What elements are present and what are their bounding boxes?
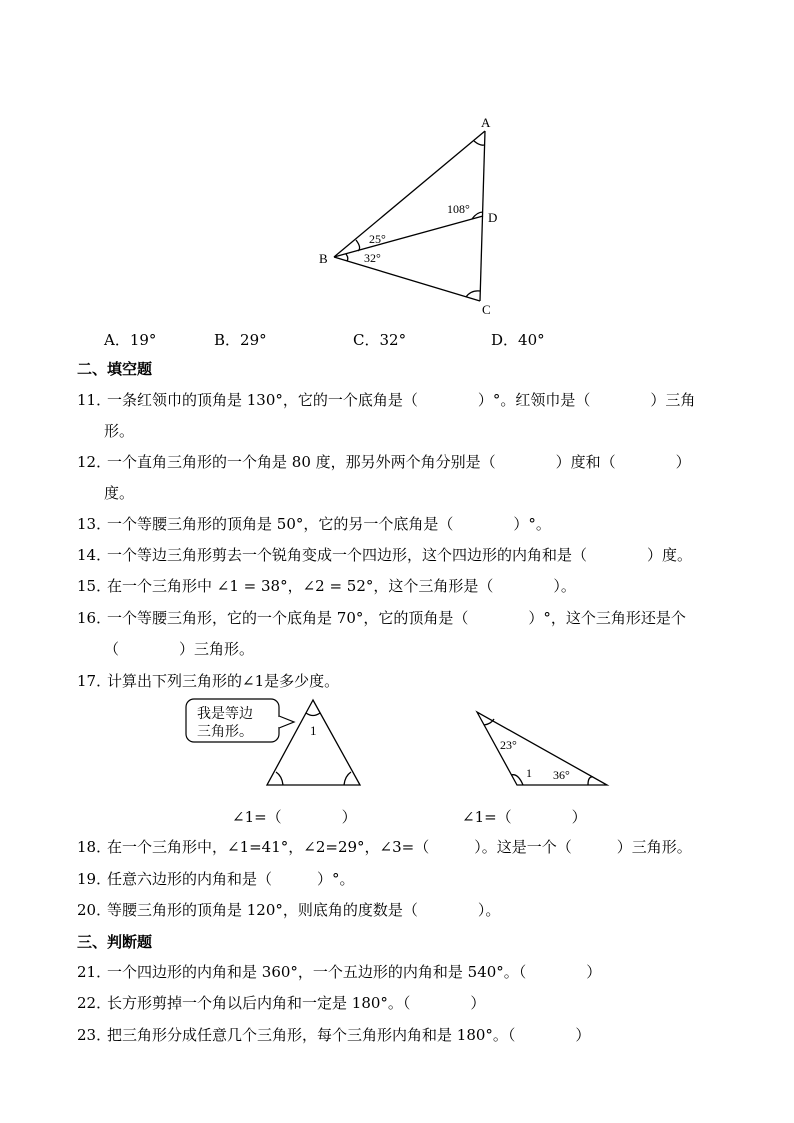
angle-arc-tri2-top xyxy=(484,719,494,725)
label-a: A xyxy=(481,115,491,130)
section-title-true-false: 三、判断题 xyxy=(77,933,153,951)
angle-arc-top xyxy=(306,713,320,716)
question-12-cont: 度。 xyxy=(104,484,135,502)
angle-arc-c xyxy=(466,291,480,297)
angle-label-32: 32° xyxy=(364,251,381,265)
question-11-cont: 形。 xyxy=(104,422,135,440)
q17-answer-2: ∠1=（ ） xyxy=(462,808,587,826)
question-18: 18．在一个三角形中，∠1=41°，∠2=29°，∠3=（ ）。这是一个（ ）三角形。 xyxy=(77,838,692,856)
option-d: D．40° xyxy=(491,331,545,349)
scalene-triangle xyxy=(477,712,607,785)
question-14: 14．一个等边三角形剪去一个锐角变成一个四边形，这个四边形的内角和是（ ）度。 xyxy=(77,546,693,564)
bubble-text-line1: 我是等边 xyxy=(197,707,253,722)
question-11: 11．一条红领巾的顶角是 130°，它的一个底角是（ ）°。红领巾是（ ）三角 xyxy=(77,391,696,409)
label-b: B xyxy=(319,251,328,266)
angle-arc-tri2-right xyxy=(588,777,593,785)
angle-arc-b-upper xyxy=(356,240,360,251)
question-12: 12．一个直角三角形的一个角是 80 度，那另外两个角分别是（ ）度和（ ） xyxy=(77,453,691,471)
question-21: 21．一个四边形的内角和是 360°，一个五边形的内角和是 540°。（ ） xyxy=(77,963,602,981)
angle-arc-a xyxy=(474,141,484,145)
angle-arc-bottom-right xyxy=(344,772,351,785)
section-title-fill-blank: 二、填空题 xyxy=(77,360,153,378)
question-15: 15．在一个三角形中 ∠1 = 38°，∠2 = 52°，这个三角形是（ ）。 xyxy=(77,577,576,595)
equilateral-triangle xyxy=(267,700,360,785)
question-13: 13．一个等腰三角形的顶角是 50°，它的另一个底角是（ ）°。 xyxy=(77,515,551,533)
question-16: 16．一个等腰三角形，它的一个底角是 70°，它的顶角是（ ）°，这个三角形还是个 xyxy=(77,609,686,627)
bubble-text-line2: 三角形。 xyxy=(197,725,253,740)
question-22: 22．长方形剪掉一个角以后内角和一定是 180°。（ ） xyxy=(77,994,486,1012)
q17-figures xyxy=(180,695,620,795)
option-a: A．19° xyxy=(104,331,157,349)
triangle-abc-figure xyxy=(300,110,520,320)
label-c: C xyxy=(482,302,491,317)
segment-bd xyxy=(334,216,483,257)
q17-answer-1: ∠1=（ ） xyxy=(232,808,357,826)
tri2-angle-1: 1 xyxy=(526,766,532,780)
label-d: D xyxy=(488,210,498,225)
tri2-angle-23: 23° xyxy=(500,738,517,752)
option-c: C．32° xyxy=(353,331,407,349)
question-23: 23．把三角形分成任意几个三角形，每个三角形内角和是 180°。（ ） xyxy=(77,1026,591,1044)
angle-label-108: 108° xyxy=(447,202,470,216)
tri1-angle-label: 1 xyxy=(310,723,317,738)
option-b: B．29° xyxy=(214,331,267,349)
angle-label-25: 25° xyxy=(369,232,386,246)
segment-bc xyxy=(334,257,480,301)
angle-arc-b-lower xyxy=(346,254,348,261)
question-16-cont: （ ）三角形。 xyxy=(104,640,255,658)
question-19: 19．任意六边形的内角和是（ ）°。 xyxy=(77,870,355,888)
tri2-angle-36: 36° xyxy=(553,768,570,782)
question-17: 17．计算出下列三角形的∠1是多少度。 xyxy=(77,672,340,690)
segment-ab xyxy=(334,131,485,257)
angle-arc-bottom-left xyxy=(276,772,283,785)
question-20: 20．等腰三角形的顶角是 120°，则底角的度数是（ ）。 xyxy=(77,901,501,919)
